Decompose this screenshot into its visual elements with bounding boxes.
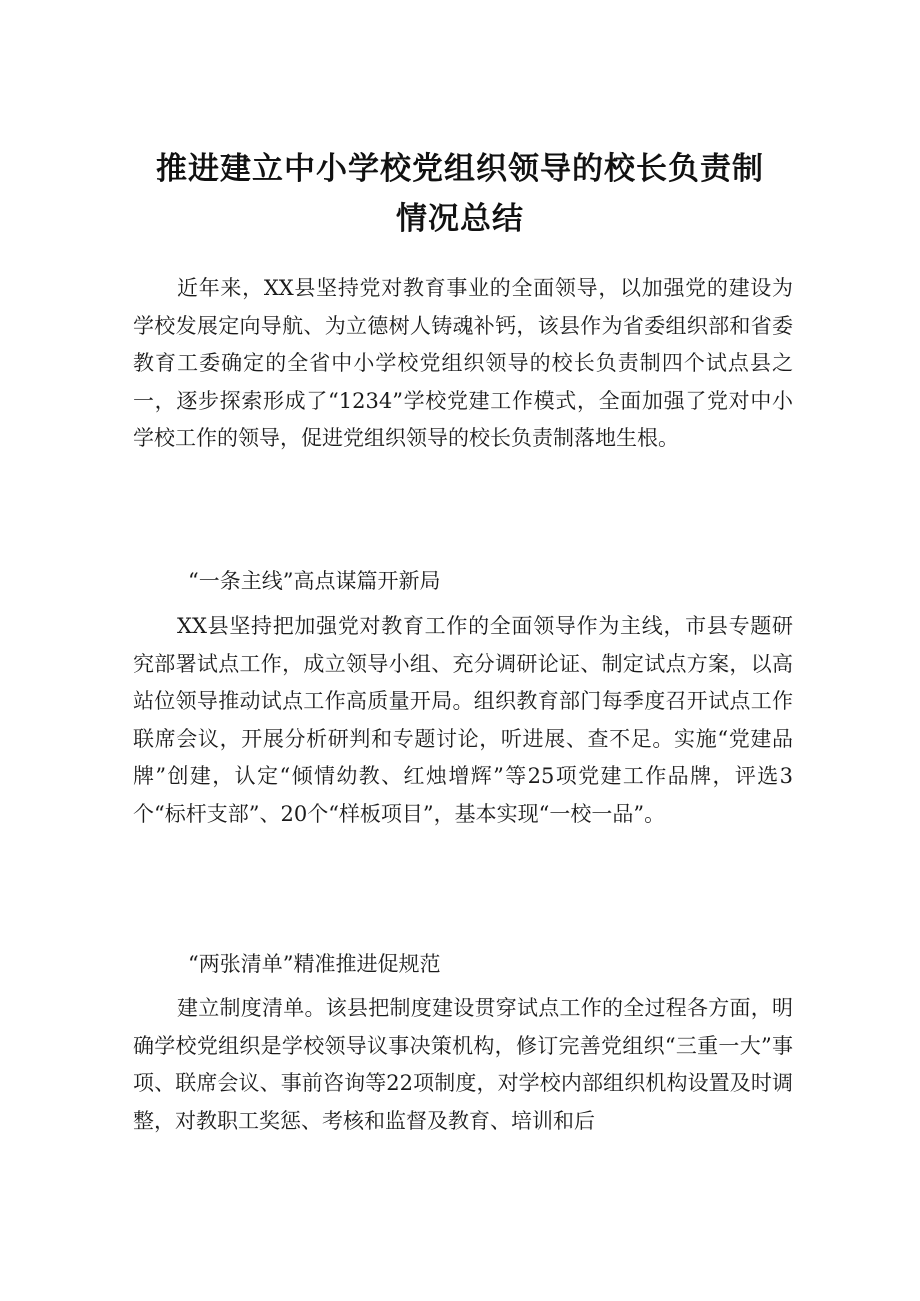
paragraph-intro: 近年来，XX县坚持党对教育事业的全面领导，以加强党的建设为学校发展定向导航、为立德树人铸魂补钙，该县作为省委组织部和省委教育工委确定的全省中小学校党组织领导的校长负责制四个试点县之一，逐步探索形成了“1234”学校党建工作模式，全面加强了党对中小学校工作的领导，促进党组织领导的校长负责制落地生根。 bbox=[133, 276, 793, 450]
document-title-line1: 推进建立中小学校党组织领导的校长负责制 bbox=[156, 151, 764, 187]
section-heading-two-lists: “两张清单”精准推进促规范 bbox=[188, 952, 441, 976]
paragraph-two-lists: 建立制度清单。该县把制度建设贯穿试点工作的全过程各方面，明确学校党组织是学校领导议事决策机构，修订完善党组织“三重一大”事项、联席会议、事前咨询等22项制度，对学校内部组织机构设置及时调整，对教职工奖惩、考核和监督及教育、培训和后 bbox=[133, 996, 793, 1133]
paragraph-main-line: XX县坚持把加强党对教育工作的全面领导作为主线，市县专题研究部署试点工作，成立领导小组、充分调研论证、制定试点方案，以高站位领导推动试点工作高质量开局。组织教育部门每季度召开试点工作联席会议，开展分析研判和专题讨论，听进展、查不足。实施“党建品牌”创建，认定“倾情幼教、红烛增辉”等25项党建工作品牌，评选3个“标杆支部”、20个“样板项目”，基本实现“一校一品”。 bbox=[133, 614, 793, 826]
section-heading-main-line: “一条主线”高点谋篇开新局 bbox=[188, 569, 441, 593]
document-title-line2: 情况总结 bbox=[396, 201, 524, 237]
